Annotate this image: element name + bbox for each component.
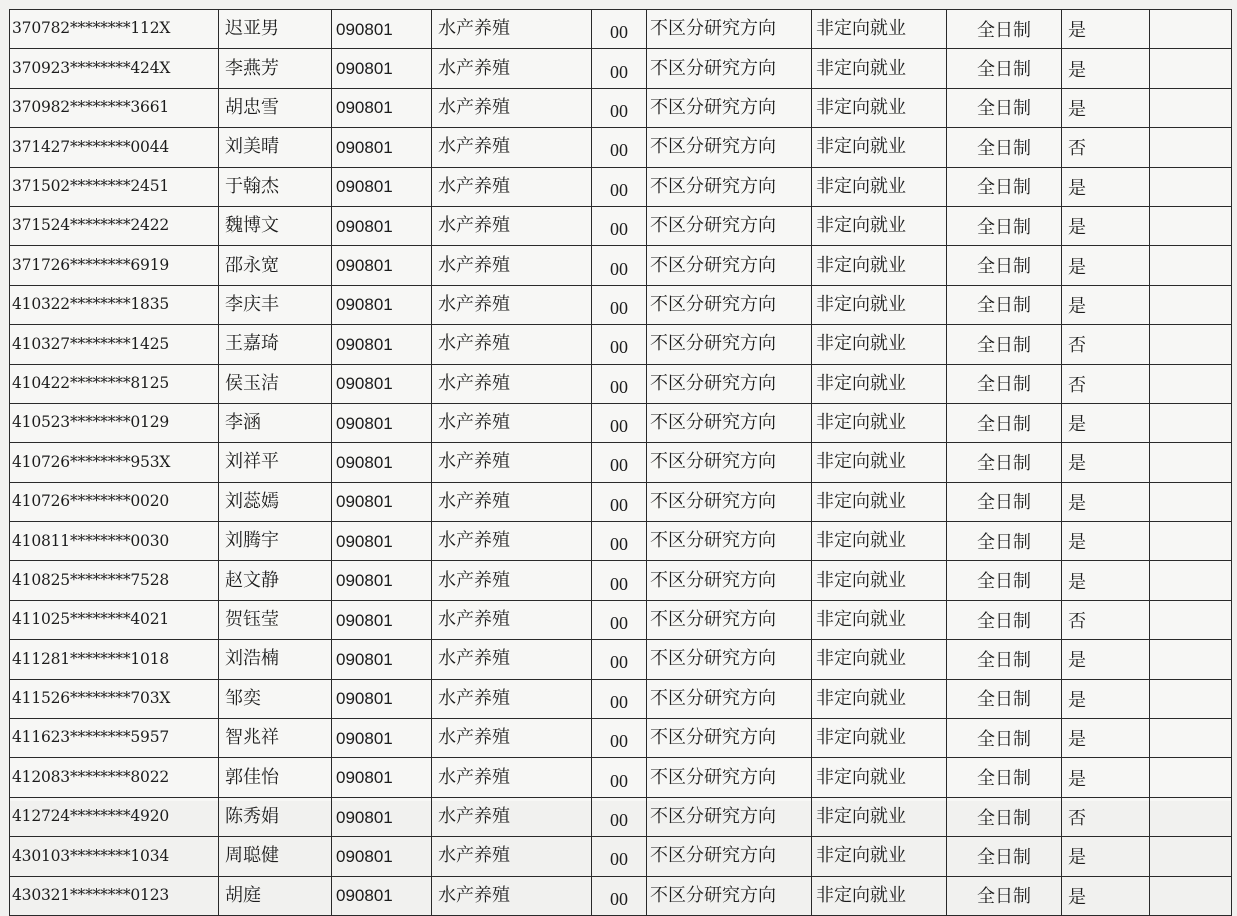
major-code-cell: 090801: [332, 482, 432, 521]
table-row: [10, 10, 1232, 49]
id-number-cell: 410726********0020: [10, 482, 219, 521]
major-name-cell: 水产养殖: [432, 876, 592, 915]
employment-type-cell: 非定向就业: [812, 49, 947, 88]
document-sheet: [9, 9, 1231, 909]
employment-type-cell: 非定向就业: [812, 837, 947, 876]
direction-code-cell: 00: [592, 49, 647, 88]
major-code-cell: 090801: [332, 522, 432, 561]
empty-cell: [1150, 640, 1232, 679]
name-cell: 李燕芳: [219, 49, 332, 88]
id-number-cell: 370923********424X: [10, 49, 219, 88]
study-mode-cell: 全日制: [947, 167, 1062, 206]
direction-code-cell: 00: [592, 10, 647, 49]
major-code-cell: 090801: [332, 876, 432, 915]
major-name-cell: 水产养殖: [432, 561, 592, 600]
status-flag-cell: 是: [1062, 482, 1150, 521]
status-flag-cell: 是: [1062, 640, 1150, 679]
research-field-cell: 不区分研究方向: [647, 876, 812, 915]
major-code-cell: 090801: [332, 167, 432, 206]
major-name-cell: 水产养殖: [432, 325, 592, 364]
employment-type-cell: 非定向就业: [812, 167, 947, 206]
major-code-cell: 090801: [332, 561, 432, 600]
empty-cell: [1150, 679, 1232, 718]
direction-code-cell: 00: [592, 443, 647, 482]
direction-code-cell: 00: [592, 679, 647, 718]
id-number-cell: 410811********0030: [10, 522, 219, 561]
table-row: [10, 640, 1232, 679]
name-cell: 李涵: [219, 403, 332, 442]
employment-type-cell: 非定向就业: [812, 600, 947, 639]
major-name-cell: 水产养殖: [432, 719, 592, 758]
major-code-cell: 090801: [332, 640, 432, 679]
name-cell: 魏博文: [219, 206, 332, 245]
empty-cell: [1150, 758, 1232, 797]
name-cell: 周聪健: [219, 837, 332, 876]
direction-code-cell: 00: [592, 561, 647, 600]
research-field-cell: 不区分研究方向: [647, 443, 812, 482]
employment-type-cell: 非定向就业: [812, 10, 947, 49]
major-code-cell: 090801: [332, 88, 432, 127]
major-code-cell: 090801: [332, 403, 432, 442]
name-cell: 刘腾宇: [219, 522, 332, 561]
table-body: [10, 10, 1232, 916]
study-mode-cell: 全日制: [947, 10, 1062, 49]
research-field-cell: 不区分研究方向: [647, 482, 812, 521]
research-field-cell: 不区分研究方向: [647, 679, 812, 718]
status-flag-cell: 是: [1062, 285, 1150, 324]
name-cell: 智兆祥: [219, 719, 332, 758]
major-name-cell: 水产养殖: [432, 600, 592, 639]
employment-type-cell: 非定向就业: [812, 561, 947, 600]
major-code-cell: 090801: [332, 600, 432, 639]
direction-code-cell: 00: [592, 128, 647, 167]
empty-cell: [1150, 285, 1232, 324]
status-flag-cell: 是: [1062, 758, 1150, 797]
direction-code-cell: 00: [592, 482, 647, 521]
major-name-cell: 水产养殖: [432, 167, 592, 206]
study-mode-cell: 全日制: [947, 719, 1062, 758]
empty-cell: [1150, 600, 1232, 639]
employment-type-cell: 非定向就业: [812, 679, 947, 718]
status-flag-cell: 是: [1062, 246, 1150, 285]
table-row: [10, 206, 1232, 245]
major-name-cell: 水产养殖: [432, 403, 592, 442]
empty-cell: [1150, 325, 1232, 364]
id-number-cell: 371524********2422: [10, 206, 219, 245]
study-mode-cell: 全日制: [947, 285, 1062, 324]
employment-type-cell: 非定向就业: [812, 719, 947, 758]
empty-cell: [1150, 403, 1232, 442]
research-field-cell: 不区分研究方向: [647, 403, 812, 442]
major-name-cell: 水产养殖: [432, 88, 592, 127]
id-number-cell: 410322********1835: [10, 285, 219, 324]
study-mode-cell: 全日制: [947, 758, 1062, 797]
research-field-cell: 不区分研究方向: [647, 285, 812, 324]
research-field-cell: 不区分研究方向: [647, 797, 812, 836]
empty-cell: [1150, 876, 1232, 915]
id-number-cell: 410327********1425: [10, 325, 219, 364]
empty-cell: [1150, 364, 1232, 403]
employment-type-cell: 非定向就业: [812, 246, 947, 285]
id-number-cell: 370982********3661: [10, 88, 219, 127]
table-row: [10, 837, 1232, 876]
name-cell: 陈秀娟: [219, 797, 332, 836]
study-mode-cell: 全日制: [947, 679, 1062, 718]
id-number-cell: 411623********5957: [10, 719, 219, 758]
table-row: [10, 403, 1232, 442]
study-mode-cell: 全日制: [947, 561, 1062, 600]
research-field-cell: 不区分研究方向: [647, 522, 812, 561]
major-name-cell: 水产养殖: [432, 49, 592, 88]
major-code-cell: 090801: [332, 719, 432, 758]
empty-cell: [1150, 206, 1232, 245]
name-cell: 贺钰莹: [219, 600, 332, 639]
empty-cell: [1150, 167, 1232, 206]
direction-code-cell: 00: [592, 167, 647, 206]
empty-cell: [1150, 443, 1232, 482]
empty-cell: [1150, 837, 1232, 876]
name-cell: 李庆丰: [219, 285, 332, 324]
table-row: [10, 246, 1232, 285]
table-row: [10, 600, 1232, 639]
major-code-cell: 090801: [332, 758, 432, 797]
study-mode-cell: 全日制: [947, 600, 1062, 639]
name-cell: 赵文静: [219, 561, 332, 600]
major-name-cell: 水产养殖: [432, 758, 592, 797]
major-name-cell: 水产养殖: [432, 206, 592, 245]
study-mode-cell: 全日制: [947, 482, 1062, 521]
direction-code-cell: 00: [592, 640, 647, 679]
research-field-cell: 不区分研究方向: [647, 600, 812, 639]
table-row: [10, 876, 1232, 915]
study-mode-cell: 全日制: [947, 443, 1062, 482]
empty-cell: [1150, 561, 1232, 600]
empty-cell: [1150, 49, 1232, 88]
research-field-cell: 不区分研究方向: [647, 325, 812, 364]
name-cell: 邹奕: [219, 679, 332, 718]
id-number-cell: 410422********8125: [10, 364, 219, 403]
major-name-cell: 水产养殖: [432, 837, 592, 876]
research-field-cell: 不区分研究方向: [647, 167, 812, 206]
id-number-cell: 371427********0044: [10, 128, 219, 167]
table-row: [10, 364, 1232, 403]
id-number-cell: 370782********112X: [10, 10, 219, 49]
employment-type-cell: 非定向就业: [812, 443, 947, 482]
status-flag-cell: 是: [1062, 443, 1150, 482]
research-field-cell: 不区分研究方向: [647, 128, 812, 167]
table-row: [10, 167, 1232, 206]
employment-type-cell: 非定向就业: [812, 128, 947, 167]
research-field-cell: 不区分研究方向: [647, 758, 812, 797]
id-number-cell: 411281********1018: [10, 640, 219, 679]
research-field-cell: 不区分研究方向: [647, 88, 812, 127]
table-row: [10, 482, 1232, 521]
table-row: [10, 679, 1232, 718]
research-field-cell: 不区分研究方向: [647, 206, 812, 245]
major-code-cell: 090801: [332, 797, 432, 836]
major-name-cell: 水产养殖: [432, 482, 592, 521]
table-row: [10, 758, 1232, 797]
major-name-cell: 水产养殖: [432, 246, 592, 285]
employment-type-cell: 非定向就业: [812, 797, 947, 836]
status-flag-cell: 否: [1062, 797, 1150, 836]
admission-list-table: [9, 9, 1232, 916]
research-field-cell: 不区分研究方向: [647, 837, 812, 876]
status-flag-cell: 是: [1062, 10, 1150, 49]
employment-type-cell: 非定向就业: [812, 758, 947, 797]
study-mode-cell: 全日制: [947, 128, 1062, 167]
status-flag-cell: 是: [1062, 88, 1150, 127]
status-flag-cell: 是: [1062, 206, 1150, 245]
id-number-cell: 410825********7528: [10, 561, 219, 600]
status-flag-cell: 是: [1062, 403, 1150, 442]
employment-type-cell: 非定向就业: [812, 364, 947, 403]
name-cell: 王嘉琦: [219, 325, 332, 364]
employment-type-cell: 非定向就业: [812, 482, 947, 521]
name-cell: 胡忠雪: [219, 88, 332, 127]
name-cell: 刘蕊嫣: [219, 482, 332, 521]
major-name-cell: 水产养殖: [432, 797, 592, 836]
id-number-cell: 430103********1034: [10, 837, 219, 876]
direction-code-cell: 00: [592, 600, 647, 639]
table-row: [10, 443, 1232, 482]
major-name-cell: 水产养殖: [432, 364, 592, 403]
study-mode-cell: 全日制: [947, 876, 1062, 915]
status-flag-cell: 是: [1062, 522, 1150, 561]
employment-type-cell: 非定向就业: [812, 522, 947, 561]
status-flag-cell: 是: [1062, 679, 1150, 718]
direction-code-cell: 00: [592, 246, 647, 285]
major-code-cell: 090801: [332, 325, 432, 364]
name-cell: 胡庭: [219, 876, 332, 915]
major-code-cell: 090801: [332, 246, 432, 285]
id-number-cell: 371726********6919: [10, 246, 219, 285]
status-flag-cell: 是: [1062, 561, 1150, 600]
major-code-cell: 090801: [332, 443, 432, 482]
direction-code-cell: 00: [592, 837, 647, 876]
id-number-cell: 410523********0129: [10, 403, 219, 442]
name-cell: 于翰杰: [219, 167, 332, 206]
id-number-cell: 410726********953X: [10, 443, 219, 482]
empty-cell: [1150, 522, 1232, 561]
status-flag-cell: 是: [1062, 49, 1150, 88]
name-cell: 邵永宽: [219, 246, 332, 285]
name-cell: 迟亚男: [219, 10, 332, 49]
status-flag-cell: 是: [1062, 876, 1150, 915]
status-flag-cell: 是: [1062, 719, 1150, 758]
direction-code-cell: 00: [592, 876, 647, 915]
status-flag-cell: 否: [1062, 600, 1150, 639]
study-mode-cell: 全日制: [947, 364, 1062, 403]
direction-code-cell: 00: [592, 758, 647, 797]
name-cell: 侯玉洁: [219, 364, 332, 403]
table-row: [10, 797, 1232, 836]
employment-type-cell: 非定向就业: [812, 88, 947, 127]
study-mode-cell: 全日制: [947, 206, 1062, 245]
major-code-cell: 090801: [332, 285, 432, 324]
major-name-cell: 水产养殖: [432, 285, 592, 324]
major-code-cell: 090801: [332, 10, 432, 49]
table-row: [10, 88, 1232, 127]
direction-code-cell: 00: [592, 522, 647, 561]
major-code-cell: 090801: [332, 206, 432, 245]
study-mode-cell: 全日制: [947, 522, 1062, 561]
empty-cell: [1150, 719, 1232, 758]
major-code-cell: 090801: [332, 128, 432, 167]
status-flag-cell: 否: [1062, 325, 1150, 364]
table-row: [10, 128, 1232, 167]
research-field-cell: 不区分研究方向: [647, 246, 812, 285]
research-field-cell: 不区分研究方向: [647, 49, 812, 88]
major-code-cell: 090801: [332, 364, 432, 403]
status-flag-cell: 是: [1062, 167, 1150, 206]
status-flag-cell: 否: [1062, 128, 1150, 167]
major-name-cell: 水产养殖: [432, 522, 592, 561]
employment-type-cell: 非定向就业: [812, 876, 947, 915]
study-mode-cell: 全日制: [947, 837, 1062, 876]
empty-cell: [1150, 797, 1232, 836]
id-number-cell: 411526********703X: [10, 679, 219, 718]
study-mode-cell: 全日制: [947, 797, 1062, 836]
id-number-cell: 412724********4920: [10, 797, 219, 836]
empty-cell: [1150, 128, 1232, 167]
name-cell: 刘美晴: [219, 128, 332, 167]
id-number-cell: 412083********8022: [10, 758, 219, 797]
direction-code-cell: 00: [592, 364, 647, 403]
empty-cell: [1150, 482, 1232, 521]
major-code-cell: 090801: [332, 837, 432, 876]
table-row: [10, 325, 1232, 364]
major-code-cell: 090801: [332, 49, 432, 88]
research-field-cell: 不区分研究方向: [647, 640, 812, 679]
major-name-cell: 水产养殖: [432, 10, 592, 49]
direction-code-cell: 00: [592, 206, 647, 245]
direction-code-cell: 00: [592, 797, 647, 836]
direction-code-cell: 00: [592, 285, 647, 324]
major-name-cell: 水产养殖: [432, 443, 592, 482]
employment-type-cell: 非定向就业: [812, 640, 947, 679]
employment-type-cell: 非定向就业: [812, 285, 947, 324]
major-name-cell: 水产养殖: [432, 679, 592, 718]
direction-code-cell: 00: [592, 403, 647, 442]
table-row: [10, 561, 1232, 600]
table-row: [10, 285, 1232, 324]
table-row: [10, 522, 1232, 561]
study-mode-cell: 全日制: [947, 325, 1062, 364]
employment-type-cell: 非定向就业: [812, 206, 947, 245]
name-cell: 刘祥平: [219, 443, 332, 482]
empty-cell: [1150, 88, 1232, 127]
id-number-cell: 371502********2451: [10, 167, 219, 206]
direction-code-cell: 00: [592, 88, 647, 127]
study-mode-cell: 全日制: [947, 88, 1062, 127]
direction-code-cell: 00: [592, 719, 647, 758]
study-mode-cell: 全日制: [947, 49, 1062, 88]
direction-code-cell: 00: [592, 325, 647, 364]
major-code-cell: 090801: [332, 679, 432, 718]
name-cell: 刘浩楠: [219, 640, 332, 679]
study-mode-cell: 全日制: [947, 246, 1062, 285]
status-flag-cell: 否: [1062, 364, 1150, 403]
major-name-cell: 水产养殖: [432, 128, 592, 167]
research-field-cell: 不区分研究方向: [647, 719, 812, 758]
research-field-cell: 不区分研究方向: [647, 10, 812, 49]
table-row: [10, 49, 1232, 88]
research-field-cell: 不区分研究方向: [647, 364, 812, 403]
study-mode-cell: 全日制: [947, 403, 1062, 442]
study-mode-cell: 全日制: [947, 640, 1062, 679]
empty-cell: [1150, 10, 1232, 49]
employment-type-cell: 非定向就业: [812, 403, 947, 442]
research-field-cell: 不区分研究方向: [647, 561, 812, 600]
major-name-cell: 水产养殖: [432, 640, 592, 679]
id-number-cell: 430321********0123: [10, 876, 219, 915]
employment-type-cell: 非定向就业: [812, 325, 947, 364]
empty-cell: [1150, 246, 1232, 285]
table-row: [10, 719, 1232, 758]
status-flag-cell: 是: [1062, 837, 1150, 876]
name-cell: 郭佳怡: [219, 758, 332, 797]
id-number-cell: 411025********4021: [10, 600, 219, 639]
